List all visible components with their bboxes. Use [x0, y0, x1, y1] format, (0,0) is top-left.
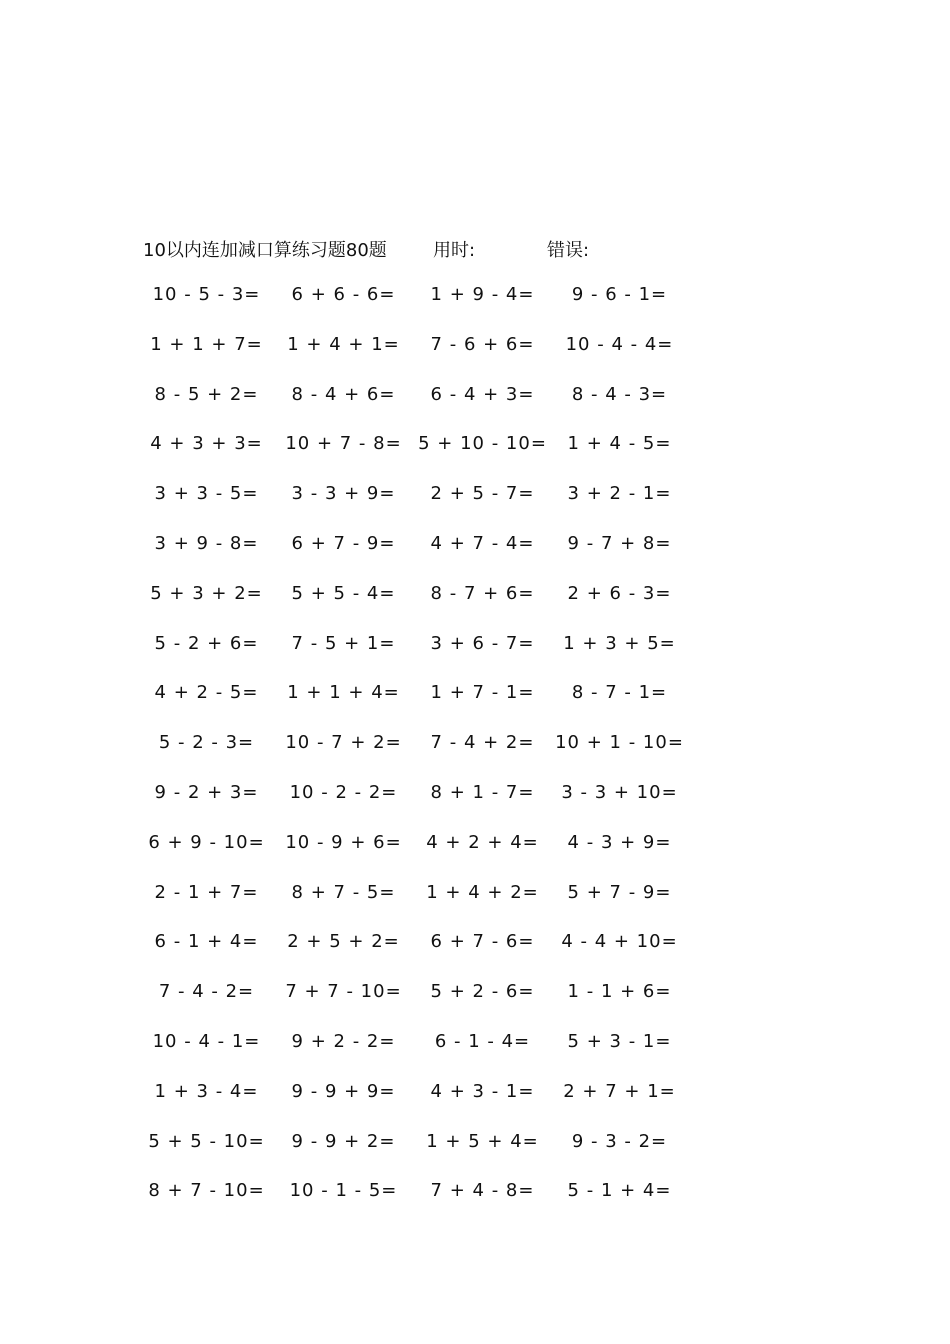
worksheet-header	[143, 236, 843, 264]
math-problem: 1 + 3 - 4=	[154, 1080, 259, 1102]
math-problem: 1 + 4 + 1=	[287, 333, 400, 355]
problem-row	[138, 334, 698, 384]
math-problem: 6 - 1 + 4=	[154, 931, 259, 953]
math-problem: 5 - 2 + 6=	[154, 632, 259, 654]
problem-row	[138, 1180, 698, 1230]
math-problem: 1 + 5 + 4=	[426, 1130, 539, 1152]
math-problem: 10 - 9 + 6=	[285, 831, 402, 853]
math-problem: 7 + 4 - 8=	[430, 1180, 535, 1202]
math-problem: 10 - 4 - 4=	[565, 333, 674, 355]
math-problem: 5 - 1 + 4=	[567, 1180, 672, 1202]
math-problem: 10 - 4 - 1=	[152, 1030, 261, 1052]
math-problem: 5 + 2 - 6=	[430, 981, 535, 1003]
problem-row	[138, 384, 698, 434]
problem-row	[138, 633, 698, 683]
problem-row	[138, 732, 698, 782]
math-problem: 5 + 5 - 4=	[291, 582, 396, 604]
math-problem: 4 - 4 + 10=	[561, 931, 678, 953]
worksheet-title: 10以内连加减口算练习题80题	[143, 240, 387, 261]
problem-row	[138, 284, 698, 334]
math-problem: 8 - 4 + 6=	[291, 383, 396, 405]
problem-row	[138, 1081, 698, 1131]
math-problem: 3 + 9 - 8=	[154, 532, 259, 554]
math-problem: 6 + 6 - 6=	[291, 284, 396, 305]
math-problem: 4 + 2 + 4=	[426, 831, 539, 853]
problem-row	[138, 533, 698, 583]
math-problem: 10 + 1 - 10=	[555, 732, 684, 754]
math-problem: 6 + 7 - 6=	[430, 931, 535, 953]
problem-row	[138, 882, 698, 932]
math-problem: 7 - 4 - 2=	[158, 981, 255, 1003]
math-problem: 2 + 5 - 7=	[430, 483, 535, 505]
math-problem: 5 + 10 - 10=	[418, 433, 547, 455]
math-problem: 8 - 7 + 6=	[430, 582, 535, 604]
math-problem: 5 + 5 - 10=	[148, 1130, 265, 1152]
math-problem: 5 + 3 + 2=	[150, 582, 263, 604]
math-problem: 1 - 1 + 6=	[567, 981, 672, 1003]
math-problem: 5 - 2 - 3=	[158, 732, 255, 754]
problem-grid	[138, 284, 698, 1230]
math-problem: 7 - 6 + 6=	[430, 333, 535, 355]
math-problem: 7 - 4 + 2=	[430, 732, 535, 754]
math-problem: 10 - 1 - 5=	[289, 1180, 398, 1202]
math-problem: 1 + 1 + 7=	[150, 333, 263, 355]
math-problem: 4 + 3 - 1=	[430, 1080, 535, 1102]
math-problem: 10 + 7 - 8=	[285, 433, 402, 455]
math-problem: 2 - 1 + 7=	[154, 881, 259, 903]
math-problem: 2 + 5 + 2=	[287, 931, 400, 953]
math-problem: 2 + 7 + 1=	[563, 1080, 676, 1102]
math-problem: 8 + 7 - 10=	[148, 1180, 265, 1202]
math-problem: 6 + 7 - 9=	[291, 532, 396, 554]
math-problem: 9 - 9 + 2=	[291, 1130, 396, 1152]
math-problem: 9 + 2 - 2=	[291, 1030, 396, 1052]
math-problem: 8 - 4 - 3=	[571, 383, 668, 405]
math-problem: 7 + 7 - 10=	[285, 981, 402, 1003]
math-problem: 3 + 6 - 7=	[430, 632, 535, 654]
math-problem: 10 - 7 + 2=	[285, 732, 402, 754]
math-problem: 9 - 2 + 3=	[154, 781, 259, 803]
math-problem: 1 + 4 + 2=	[426, 881, 539, 903]
math-problem: 3 + 3 - 5=	[154, 483, 259, 505]
math-problem: 1 + 1 + 4=	[287, 682, 400, 704]
time-used-label: 用时:	[433, 240, 476, 261]
math-problem: 1 + 3 + 5=	[563, 632, 676, 654]
math-problem: 5 + 3 - 1=	[567, 1030, 672, 1052]
problem-row	[138, 583, 698, 633]
problem-row	[138, 483, 698, 533]
math-problem: 1 + 7 - 1=	[430, 682, 535, 704]
math-problem: 5 + 7 - 9=	[567, 881, 672, 903]
math-problem: 1 + 9 - 4=	[430, 284, 535, 305]
math-problem: 3 - 3 + 9=	[291, 483, 396, 505]
problem-row	[138, 931, 698, 981]
problem-row	[138, 1131, 698, 1181]
math-problem: 1 + 4 - 5=	[567, 433, 672, 455]
math-problem: 8 + 1 - 7=	[430, 781, 535, 803]
math-problem: 8 + 7 - 5=	[291, 881, 396, 903]
math-problem: 2 + 6 - 3=	[567, 582, 672, 604]
math-problem: 9 - 3 - 2=	[571, 1130, 668, 1152]
math-problem: 7 - 5 + 1=	[291, 632, 396, 654]
math-problem: 3 - 3 + 10=	[561, 781, 678, 803]
problem-row	[138, 433, 698, 483]
math-problem: 8 - 5 + 2=	[154, 383, 259, 405]
math-problem: 4 + 2 - 5=	[154, 682, 259, 704]
math-problem: 10 - 2 - 2=	[289, 781, 398, 803]
math-problem: 6 + 9 - 10=	[148, 831, 265, 853]
problem-row	[138, 981, 698, 1031]
math-problem: 4 - 3 + 9=	[567, 831, 672, 853]
math-problem: 10 - 5 - 3=	[152, 284, 261, 305]
math-problem: 4 + 7 - 4=	[430, 532, 535, 554]
math-problem: 9 - 9 + 9=	[291, 1080, 396, 1102]
math-problem: 6 - 4 + 3=	[430, 383, 535, 405]
problem-row	[138, 782, 698, 832]
math-problem: 9 - 6 - 1=	[571, 284, 668, 305]
math-problem: 3 + 2 - 1=	[567, 483, 672, 505]
problem-row	[138, 832, 698, 882]
error-count-label: 错误:	[547, 240, 590, 261]
math-problem: 8 - 7 - 1=	[571, 682, 668, 704]
problem-row	[138, 682, 698, 732]
math-problem: 9 - 7 + 8=	[567, 532, 672, 554]
math-problem: 6 - 1 - 4=	[434, 1030, 531, 1052]
math-problem: 4 + 3 + 3=	[150, 433, 263, 455]
problem-row	[138, 1031, 698, 1081]
